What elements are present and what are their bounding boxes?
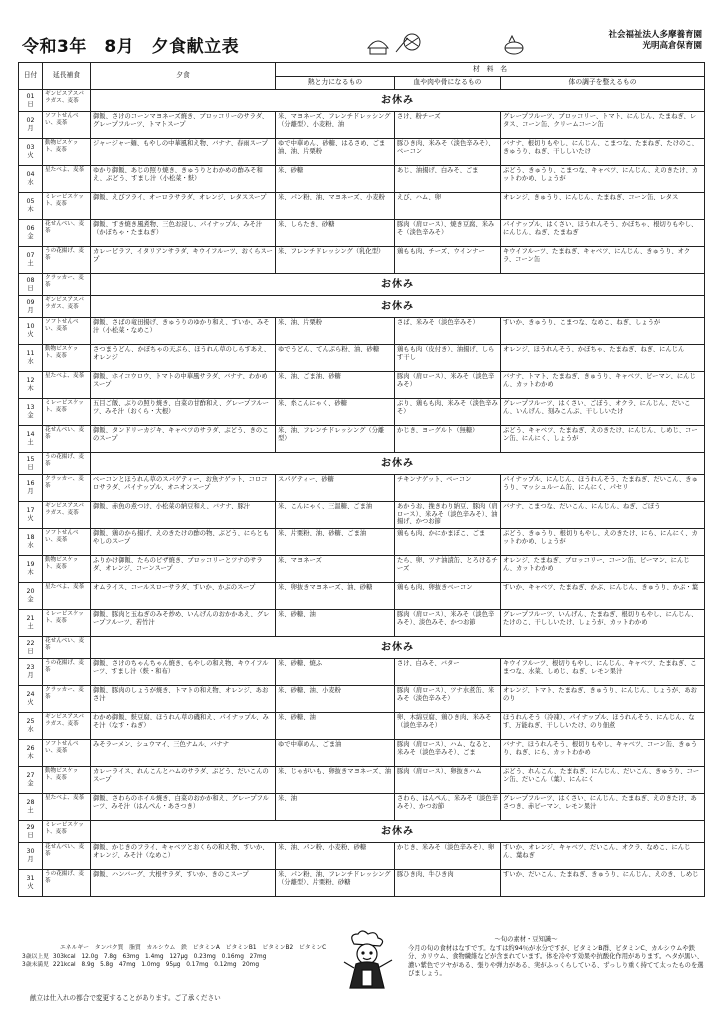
day-number: 11 (26, 350, 35, 358)
weekday: 水 (27, 179, 34, 186)
weekday: 火 (27, 152, 34, 159)
date-cell (19, 713, 43, 740)
blood-ingredients-cell: 豚ひき肉、米みそ（淡色辛みそ）、ベーコン (395, 139, 501, 166)
trivia-body: 今月の旬の食材はなすです。なすは約94％が水分ですが、ビタミンB群、ビタミンC、カルシウムや鉄分、カリウム、食物繊維などが含まれています。体を冷やす効果や抗酸化作用があります。ヘタが黒い、濃い紫色でツヤがある、張りや弾力がある、実がふっくらしている、ずっしり重く持てて太ったものを選びましょう。 (408, 944, 704, 978)
body-ingredients-cell: すいか、だいこん、たまねぎ、きゅうり、にんじん、えのき、しめじ (501, 870, 705, 897)
dinner-menu-cell: 御飯、すき焼き風煮物、三色お浸し、パイナップル、みそ汁（かぼちゃ・たまねぎ） (91, 220, 276, 247)
extension-snack-cell: ミレービスケット、麦茶 (43, 821, 91, 843)
menu-row (19, 372, 705, 399)
menu-row (19, 610, 705, 637)
date-cell (19, 296, 43, 318)
weekday: 木 (27, 385, 34, 392)
extension-snack-cell: 動物ビスケット、麦茶 (43, 345, 91, 372)
weekday: 木 (27, 569, 34, 576)
body-ingredients-cell: オレンジ、トマト、たまねぎ、きゅうり、にんじん、しょうが、あおのり (501, 686, 705, 713)
date-cell (19, 90, 43, 112)
extension-snack-cell: ソフトせんべい、麦茶 (43, 529, 91, 556)
heat-ingredients-cell: 米、油、フレンチドレッシング（分離型） (276, 426, 395, 453)
heat-ingredients-cell: 米、油、パン粉、小麦粉、砂糖 (276, 843, 395, 870)
weekday: 火 (27, 699, 34, 706)
heat-ingredients-cell: 米、片栗粉、油、砂糖、ごま油 (276, 529, 395, 556)
heat-ingredients-cell: 米、糸こんにゃく、砂糖 (276, 399, 395, 426)
body-ingredients-cell: すいか、きゅうり、こまつな、なめこ、ねぎ、しょうが (501, 318, 705, 345)
holiday-label: お休み (91, 90, 705, 112)
menu-row (19, 870, 705, 897)
heat-ingredients-cell: 米、油、片栗粉 (276, 318, 395, 345)
dinner-menu-cell: 御飯、豚肉のしょうが焼き、トマトの和え物、オレンジ、あおさ汁 (91, 686, 276, 713)
weekday: 火 (27, 515, 34, 522)
day-number: 02 (26, 117, 35, 125)
date-cell (19, 659, 43, 686)
heat-ingredients-cell: 米、パン粉、油、フレンチドレッシング（分離型）、片栗粉、砂糖 (276, 870, 395, 897)
date-cell (19, 821, 43, 843)
day-number: 27 (26, 772, 35, 780)
blood-ingredients-cell: さわら、はんぺん、米みそ（淡色辛みそ）、かつお節 (395, 794, 501, 821)
extension-snack-cell: 星たべよ、麦茶 (43, 166, 91, 193)
extension-snack-cell: 花せんべい、麦茶 (43, 220, 91, 247)
blood-ingredients-cell: チキンナゲット、ベーコン (395, 475, 501, 502)
extension-snack-cell: 花せんべい、麦茶 (43, 637, 91, 659)
dinner-menu-cell: カレーライス、れんこんとハムのサラダ、ぶどう、だいこんのスープ (91, 767, 276, 794)
holiday-label: お休み (91, 637, 705, 659)
heat-ingredients-cell: 米、フレンチドレッシング（乳化型） (276, 247, 395, 274)
blood-ingredients-cell: ぶり、鶏もも肉、米みそ（淡色辛みそ） (395, 399, 501, 426)
extension-snack-cell: クラッカー、麦茶 (43, 274, 91, 296)
date-cell (19, 139, 43, 166)
heat-ingredients-cell: 米、砂糖、油 (276, 610, 395, 637)
blood-ingredients-cell: 豚ひき肉、牛ひき肉 (395, 870, 501, 897)
extension-snack-cell: 動物ビスケット、麦茶 (43, 139, 91, 166)
dinner-menu-cell: 御飯、さけのコーンマヨネーズ焼き、ブロッコリーのサラダ、グレープフルーツ、トマトスープ (91, 112, 276, 139)
nutrition-row-under3 (22, 961, 322, 970)
day-number: 30 (26, 848, 35, 856)
heat-ingredients-cell: 米、じゃがいも、卵抜きマヨネーズ、油 (276, 767, 395, 794)
menu-row (19, 318, 705, 345)
extension-snack-cell: ソフトせんべい、麦茶 (43, 740, 91, 767)
holiday-label: お休み (91, 296, 705, 318)
weekday: 金 (27, 780, 34, 787)
extension-snack-cell: ギンビスアスパラガス、麦茶 (43, 296, 91, 318)
date-cell (19, 610, 43, 637)
date-cell (19, 399, 43, 426)
heat-ingredients-cell: 米、マヨネーズ (276, 556, 395, 583)
blood-ingredients-cell: 鶏もも肉、卵抜きベーコン (395, 583, 501, 610)
date-cell (19, 274, 43, 296)
heat-ingredients-cell: ゆで中華めん、砂糖、はるさめ、ごま油、油、片栗粉 (276, 139, 395, 166)
dinner-menu-cell: ベーコンとほうれん草のスパゲティー、お魚ナゲット、コロコロサラダ、パイナップル、オニオンスープ (91, 475, 276, 502)
menu-row (19, 529, 705, 556)
extension-snack-cell: うの花揚げ、麦茶 (43, 659, 91, 686)
dinner-menu-cell: さつまうどん、かぼちゃの天ぷら、ほうれん草のしらすあえ、オレンジ (91, 345, 276, 372)
menu-row (19, 794, 705, 821)
date-cell (19, 529, 43, 556)
extension-snack-cell: うの花揚げ、麦茶 (43, 247, 91, 274)
heat-ingredients-cell: スパゲティー、砂糖 (276, 475, 395, 502)
holiday-label: お休み (91, 821, 705, 843)
day-number: 17 (26, 507, 35, 515)
day-number: 24 (26, 691, 35, 699)
blood-ingredients-cell: さば、米みそ（淡色辛みそ） (395, 318, 501, 345)
blood-ingredients-cell: 豚肉（肩ロース）、ツナ水煮缶、米みそ（淡色辛みそ） (395, 686, 501, 713)
body-ingredients-cell: ぶどう、きゅうり、根切りもやし、えのきたけ、にら、にんにく、カットわかめ、しょうが (501, 529, 705, 556)
weekday: 月 (27, 125, 34, 132)
body-ingredients-cell: グレープフルーツ、はくさい、ごぼう、オクラ、にんじん、だいこん、いんげん、刻みこんぶ、干ししいたけ (501, 399, 705, 426)
organization-name (608, 30, 702, 52)
col-header-dinner: 夕食 (91, 63, 276, 90)
dinner-menu-cell: 御飯、ハンバーグ、大根サラダ、すいか、きのこスープ (91, 870, 276, 897)
extension-snack-cell: 動物ビスケット、麦茶 (43, 556, 91, 583)
blood-ingredients-cell: えび、ハム、卵 (395, 193, 501, 220)
date-cell (19, 453, 43, 475)
extension-snack-cell: ミレービスケット、麦茶 (43, 193, 91, 220)
menu-row (19, 220, 705, 247)
menu-row (19, 686, 705, 713)
blood-ingredients-cell: 豚肉（肩ロース）、米みそ（淡色辛みそ）、淡色みそ、かつお節 (395, 610, 501, 637)
extension-snack-cell: 花せんべい、麦茶 (43, 843, 91, 870)
menu-row (19, 659, 705, 686)
heat-ingredients-cell: 米、しらたき、砂糖 (276, 220, 395, 247)
date-cell (19, 556, 43, 583)
weekday: 木 (27, 753, 34, 760)
dinner-menu-cell: 御飯、えびフライ、オーロラサラダ、オレンジ、レタススープ (91, 193, 276, 220)
food-illustration-icon (364, 28, 524, 58)
body-ingredients-cell: バナナ、根切りもやし、にんじん、こまつな、たまねぎ、たけのこ、きゅうり、ねぎ、干ししいたけ (501, 139, 705, 166)
weekday: 月 (27, 306, 34, 314)
weekday: 火 (27, 331, 34, 338)
date-cell (19, 166, 43, 193)
menu-row (19, 475, 705, 502)
nutrition-row-values: 221kcal 8.9g 5.8g 47mg 1.0mg 95μg 0.17mg 0.12mg 20mg (52, 962, 259, 968)
holiday-label: お休み (91, 274, 705, 296)
day-number: 14 (26, 431, 35, 439)
menu-row (19, 713, 705, 740)
weekday: 日 (27, 647, 34, 655)
blood-ingredients-cell: 豚肉（肩ロース）、焼き豆腐、米みそ（淡色辛みそ） (395, 220, 501, 247)
date-cell (19, 426, 43, 453)
weekday: 金 (27, 596, 34, 603)
body-ingredients-cell: ぶどう、れんこん、たまねぎ、にんじん、だいこん、きゅうり、コーン缶、だいこん（葉）、にんにく (501, 767, 705, 794)
day-number: 22 (26, 639, 35, 647)
heat-ingredients-cell: 米、油、ごま油、砂糖 (276, 372, 395, 399)
body-ingredients-cell: ぶどう、キャベツ、たまねぎ、えのきたけ、にんじん、しめじ、コーン缶、にんにく、しょうが (501, 426, 705, 453)
day-number: 13 (26, 404, 35, 412)
day-number: 28 (26, 799, 35, 807)
body-ingredients-cell: バナナ、ほうれんそう、根切りもやし、キャベツ、コーン缶、きゅうり、ねぎ、にら、カットわかめ (501, 740, 705, 767)
nutrition-headers: エネルギー タンパク質 脂質 カルシウム 鉄 ビタミンA ビタミンB1 ビタミンB2 ビタミンC (60, 945, 327, 951)
weekday: 月 (27, 488, 34, 495)
day-number: 26 (26, 745, 35, 753)
extension-snack-cell: 星たべよ、麦茶 (43, 583, 91, 610)
body-ingredients-cell: キウイフルーツ、たまねぎ、キャベツ、にんじん、きゅうり、オクラ、コーン缶 (501, 247, 705, 274)
dinner-menu-cell: ゆかり御飯、あじの照り焼き、きゅうりとわかめの酢みそ和え、ぶどう、すまし汁（小松菜・麩） (91, 166, 276, 193)
body-ingredients-cell: パイナップル、にんじん、ほうれんそう、たまねぎ、だいこん、きゅうり、マッシュルーム缶、にんにく、パセリ (501, 475, 705, 502)
date-cell (19, 112, 43, 139)
weekday: 日 (27, 463, 34, 471)
holiday-row (19, 90, 705, 112)
dinner-menu-cell: ジャージャー麺、もやしの中華風和え物、バナナ、春雨スープ (91, 139, 276, 166)
weekday: 火 (27, 883, 34, 890)
weekday: 日 (27, 284, 34, 292)
menu-row (19, 193, 705, 220)
body-ingredients-cell: バナナ、トマト、たまねぎ、きゅうり、キャベツ、ピーマン、にんじん、カットわかめ (501, 372, 705, 399)
col-header-blood-meat: 血や肉や骨になるもの (395, 77, 501, 90)
day-number: 15 (26, 455, 35, 463)
nutrition-summary (22, 944, 327, 970)
menu-row (19, 112, 705, 139)
body-ingredients-cell: すいか、キャベツ、たまねぎ、かぶ、にんじん、きゅうり、かぶ・葉 (501, 583, 705, 610)
weekday: 土 (27, 439, 34, 446)
extension-snack-cell: ギンビスアスパラガス、麦茶 (43, 713, 91, 740)
date-cell (19, 220, 43, 247)
dinner-menu-cell: 五目ご飯、ぶりの照り焼き、白菜の甘酢和え、グレープフルーツ、みそ汁（おくら・大根） (91, 399, 276, 426)
date-cell (19, 843, 43, 870)
body-ingredients-cell: パイナップル、はくさい、ほうれんそう、かぼちゃ、根切りもやし、にんじん、ねぎ、たまねぎ (501, 220, 705, 247)
body-ingredients-cell: バナナ、こまつな、だいこん、にんじん、ねぎ、ごぼう (501, 502, 705, 529)
date-cell (19, 794, 43, 821)
dinner-menu-cell: 御飯、豚肉と玉ねぎのみそ炒め、いんげんのおかかあえ、グレープフルーツ、若竹汁 (91, 610, 276, 637)
weekday: 金 (27, 412, 34, 419)
menu-row (19, 583, 705, 610)
extension-snack-cell: ギンビスアスパラガス、麦茶 (43, 90, 91, 112)
holiday-label: お休み (91, 453, 705, 475)
date-cell (19, 637, 43, 659)
weekday: 日 (27, 100, 34, 108)
date-cell (19, 475, 43, 502)
dinner-menu-cell: わかめ御飯、麩豆腐、ほうれん草の磯和え、パイナップル、みそ汁（なす・ねぎ） (91, 713, 276, 740)
extension-snack-cell: 動物ビスケット、麦茶 (43, 767, 91, 794)
page-header (22, 28, 702, 62)
day-number: 20 (26, 588, 35, 596)
blood-ingredients-cell: あかうお、挽きわり納豆、豚肉（肩ロース）、米みそ（淡色辛みそ）、油揚げ、かつお節 (395, 502, 501, 529)
holiday-row (19, 453, 705, 475)
weekday: 土 (27, 807, 34, 814)
heat-ingredients-cell: 米、卵抜きマヨネーズ、油、砂糖 (276, 583, 395, 610)
menu-row (19, 426, 705, 453)
extension-snack-cell: 星たべよ、麦茶 (43, 794, 91, 821)
col-header-body-condition: 体の調子を整えるもの (501, 77, 705, 90)
menu-body (19, 90, 705, 897)
weekday: 水 (27, 726, 34, 733)
body-ingredients-cell: オレンジ、きゅうり、にんじん、たまねぎ、コーン缶、レタス (501, 193, 705, 220)
day-number: 25 (26, 718, 35, 726)
weekday: 土 (27, 623, 34, 630)
weekday: 金 (27, 233, 34, 240)
heat-ingredients-cell: ゆで中華めん、ごま油 (276, 740, 395, 767)
menu-row (19, 399, 705, 426)
body-ingredients-cell: オレンジ、ほうれんそう、かぼちゃ、たまねぎ、ねぎ、にんじん (501, 345, 705, 372)
extension-snack-cell: ギンビスアスパラガス、麦茶 (43, 502, 91, 529)
menu-row (19, 502, 705, 529)
dinner-menu-cell: カレーピラフ、イタリアンサラダ、キウイフルーツ、おくらスープ (91, 247, 276, 274)
dinner-menu-cell: 御飯、さけのちゃんちゃん焼き、もやしの和え物、キウイフルーツ、すまし汁（麩・和布） (91, 659, 276, 686)
weekday: 日 (27, 831, 34, 839)
date-cell (19, 372, 43, 399)
extension-snack-cell: うの花揚げ、麦茶 (43, 453, 91, 475)
body-ingredients-cell: グレープフルーツ、はくさい、にんじん、たまねぎ、えのきたけ、あさつき、赤ピーマン、レモン果汁 (501, 794, 705, 821)
heat-ingredients-cell: 米、マヨネーズ、フレンチドレッシング（分離型）、小麦粉、油 (276, 112, 395, 139)
nutrition-row-over3 (22, 953, 322, 962)
blood-ingredients-cell: 豚肉（肩ロース）、ハム、なると、米みそ（淡色辛みそ）、ごま (395, 740, 501, 767)
menu-row (19, 166, 705, 193)
heat-ingredients-cell: 米、こんにゃく、三温糖、ごま油 (276, 502, 395, 529)
menu-table (18, 62, 705, 897)
blood-ingredients-cell: あじ、油揚げ、白みそ、ごま (395, 166, 501, 193)
weekday: 水 (27, 542, 34, 549)
seasonal-trivia (408, 936, 704, 979)
dinner-menu-cell: オムライス、コールスローサラダ、すいか、かぶのスープ (91, 583, 276, 610)
body-ingredients-cell: ほうれんそう（冷凍）、パイナップル、ほうれんそう、にんじん、なす、万能ねぎ、干ししいたけ、のり佃煮 (501, 713, 705, 740)
heat-ingredients-cell: 米、砂糖 (276, 166, 395, 193)
extension-snack-cell: ミレービスケット、麦茶 (43, 610, 91, 637)
date-cell (19, 767, 43, 794)
date-cell (19, 193, 43, 220)
holiday-row (19, 274, 705, 296)
body-ingredients-cell: グレープフルーツ、いんげん、たまねぎ、根切りもやし、にんじん、たけのこ、干ししいたけ、しょうが、カットわかめ (501, 610, 705, 637)
menu-row (19, 139, 705, 166)
extension-snack-cell: クラッカー、麦茶 (43, 475, 91, 502)
day-number: 05 (26, 198, 35, 206)
extension-snack-cell: ミレービスケット、麦茶 (43, 399, 91, 426)
date-cell (19, 686, 43, 713)
day-number: 18 (26, 534, 35, 542)
dinner-menu-cell: 御飯、赤魚の煮つけ、小松菜の納豆和え、バナナ、豚汁 (91, 502, 276, 529)
dinner-menu-cell: ふりかけ御飯、たらのピザ焼き、ブロッコリーとツナのサラダ、オレンジ、コーンスープ (91, 556, 276, 583)
dinner-menu-cell: 御飯、さわらのホイル焼き、白菜のおかか和え、グレープフルーツ、みそ汁（はんぺん・あさつき） (91, 794, 276, 821)
weekday: 木 (27, 206, 34, 213)
extension-snack-cell: ソフトせんべい、麦茶 (43, 112, 91, 139)
blood-ingredients-cell: 鶏もも肉（皮付き）、油揚げ、しらす干し (395, 345, 501, 372)
weekday: 月 (27, 672, 34, 679)
blood-ingredients-cell: たら、卵、ツナ油漬缶、とろけるチーズ (395, 556, 501, 583)
body-ingredients-cell: グレープフルーツ、ブロッコリー、トマト、にんじん、たまねぎ、レタス、コーン缶、クリームコーン缶 (501, 112, 705, 139)
day-number: 08 (26, 276, 35, 284)
menu-row (19, 740, 705, 767)
date-cell (19, 740, 43, 767)
dinner-menu-cell: 御飯、かじきのフライ、キャベツとおくらの和え物、すいか、オレンジ、みそ汁（なめこ） (91, 843, 276, 870)
blood-ingredients-cell: かじき、ヨーグルト（無糖） (395, 426, 501, 453)
body-ingredients-cell: キウイフルーツ、根切りもやし、にんじん、キャベツ、たまねぎ、こまつな、水菜、しめじ、ねぎ、レモン果汁 (501, 659, 705, 686)
body-ingredients-cell: オレンジ、たまねぎ、ブロッコリー、コーン缶、ピーマン、にんじん、カットわかめ (501, 556, 705, 583)
col-header-date: 日付 (19, 63, 43, 90)
heat-ingredients-cell: ゆでうどん、てんぷら粉、油、砂糖 (276, 345, 395, 372)
col-header-heat-energy: 熱と力になるもの (276, 77, 395, 90)
blood-ingredients-cell: 鶏もも肉、チーズ、ウインナー (395, 247, 501, 274)
day-number: 16 (26, 480, 35, 488)
page-title: 令和3年 8月 夕食献立表 (22, 37, 240, 57)
menu-row (19, 556, 705, 583)
holiday-row (19, 821, 705, 843)
holiday-row (19, 637, 705, 659)
col-header-extension-snack: 延長補食 (43, 63, 91, 90)
menu-row (19, 247, 705, 274)
day-number: 19 (26, 561, 35, 569)
weekday: 水 (27, 358, 34, 365)
nutrition-row-values: 303kcal 12.0g 7.8g 63mg 1.4mg 127μg 0.23mg 0.16mg 27mg (52, 953, 267, 960)
date-cell (19, 870, 43, 897)
trivia-title: ～旬の素材・豆知識～ (494, 936, 558, 943)
day-number: 12 (26, 377, 35, 385)
extension-snack-cell: ソフトせんべい、麦茶 (43, 318, 91, 345)
date-cell (19, 583, 43, 610)
date-cell (19, 345, 43, 372)
menu-row (19, 767, 705, 794)
heat-ingredients-cell: 米、砂糖、焼ふ (276, 659, 395, 686)
day-number: 04 (26, 171, 35, 179)
date-cell (19, 318, 43, 345)
dinner-menu-cell: 御飯、タンドリーカジキ、キャベツのサラダ、ぶどう、きのこのスープ (91, 426, 276, 453)
org-line-1: 社会福祉法人多摩養育園 (608, 30, 702, 40)
day-number: 31 (26, 875, 35, 883)
day-number: 07 (26, 252, 35, 260)
col-header-ingredients: 材 料 名 (276, 63, 705, 77)
extension-snack-cell: 星たべよ、麦茶 (43, 372, 91, 399)
blood-ingredients-cell: 豚肉（肩ロース）、米みそ（淡色辛みそ） (395, 372, 501, 399)
extension-snack-cell: 花せんべい、麦茶 (43, 426, 91, 453)
blood-ingredients-cell: さけ、白みそ、バター (395, 659, 501, 686)
heat-ingredients-cell: 米、油 (276, 794, 395, 821)
dinner-menu-cell: 御飯、鶏のから揚げ、えのきたけの酢の物、ぶどう、にらともやしのスープ (91, 529, 276, 556)
day-number: 29 (26, 823, 35, 831)
blood-ingredients-cell: 豚肉（肩ロース）、卵抜きハム (395, 767, 501, 794)
heat-ingredients-cell: 米、砂糖、油、小麦粉 (276, 686, 395, 713)
blood-ingredients-cell: 卵、木綿豆腐、鶏ひき肉、米みそ（淡色辛みそ） (395, 713, 501, 740)
body-ingredients-cell: すいか、オレンジ、キャベツ、だいこん、オクラ、なめこ、にんじん、葉ねぎ (501, 843, 705, 870)
day-number: 23 (26, 664, 35, 672)
body-ingredients-cell: ぶどう、きゅうり、こまつな、キャベツ、にんじん、えのきたけ、カットわかめ、しょうが (501, 166, 705, 193)
dinner-menu-cell: みそラーメン、シュウマイ、三色ナムル、バナナ (91, 740, 276, 767)
date-cell (19, 502, 43, 529)
dinner-menu-cell: 御飯、さばの竜田揚げ、きゅうりのゆかり和え、すいか、みそ汁（小松菜・なめこ） (91, 318, 276, 345)
dinner-menu-cell: 御飯、ホイコウロウ、トマトの中華風サラダ、バナナ、わかめスープ (91, 372, 276, 399)
footnote: 献立は仕入れの都合で変更することがあります。ご了承ください (30, 994, 221, 1002)
weekday: 土 (27, 260, 34, 267)
heat-ingredients-cell: 米、砂糖、油 (276, 713, 395, 740)
extension-snack-cell: クラッカー、麦茶 (43, 686, 91, 713)
blood-ingredients-cell: さけ、粉チーズ (395, 112, 501, 139)
weekday: 月 (27, 856, 34, 863)
menu-row (19, 345, 705, 372)
day-number: 01 (26, 92, 35, 100)
extension-snack-cell: うの花揚げ、麦茶 (43, 870, 91, 897)
day-number: 21 (26, 615, 35, 623)
day-number: 09 (26, 298, 35, 306)
blood-ingredients-cell: 鶏もも肉、かにかまぼこ、ごま (395, 529, 501, 556)
heat-ingredients-cell: 米、パン粉、油、マヨネーズ、小麦粉 (276, 193, 395, 220)
holiday-row (19, 296, 705, 318)
menu-row (19, 843, 705, 870)
day-number: 06 (26, 225, 35, 233)
day-number: 03 (26, 144, 35, 152)
nutrition-row-label: 3歳未満児 (22, 962, 49, 968)
date-cell (19, 247, 43, 274)
blood-ingredients-cell: かじき、米みそ（淡色辛みそ）、卵 (395, 843, 501, 870)
org-line-2: 光明高倉保育園 (642, 41, 702, 51)
nutrition-row-label: 3歳以上児 (22, 953, 49, 960)
day-number: 10 (26, 323, 35, 331)
